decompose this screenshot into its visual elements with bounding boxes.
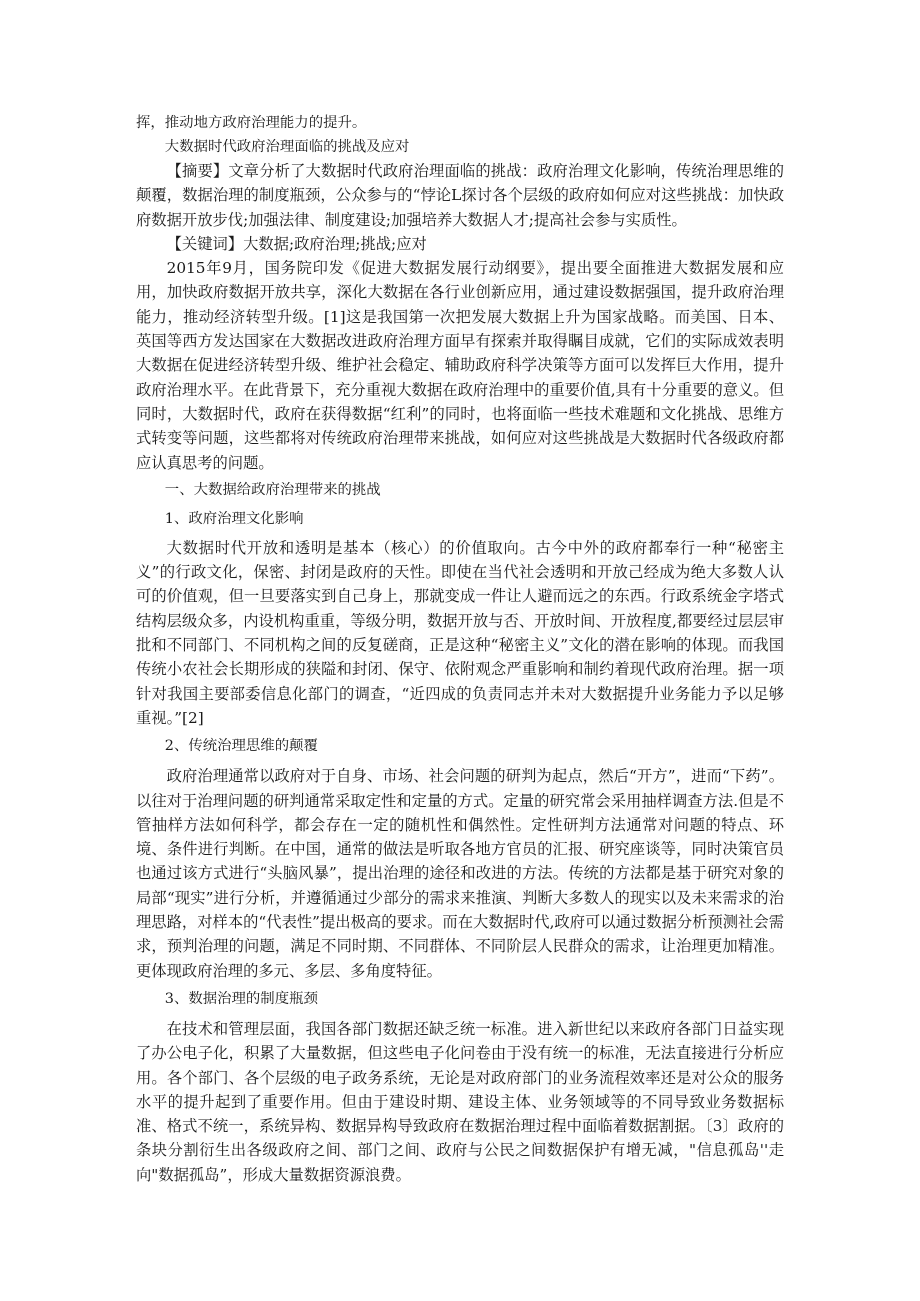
section-heading-1: 一、大数据给政府治理带来的挑战: [164, 481, 381, 498]
subsection-heading-1: 1、政府治理文化影响: [164, 510, 304, 527]
keywords: 【关键词】大数据;政府治理;挑战;应对: [166, 234, 427, 253]
subsection-heading-2: 2、传统治理思维的颠覆: [164, 738, 318, 755]
continuation-line: 挥，推动地方政府治理能力的提升。: [136, 115, 367, 131]
subsection-heading-3: 3、数据治理的制度瓶颈: [164, 990, 318, 1007]
intro-paragraph: 2015年9月，国务院印发《促进大数据发展行动纲要》，提出要全面推进大数据发展和应用，加快政府数据开放共享，深化大数据在各行业创新应用，通过建设数据强国，提升政府治理能力，推动经济转型升级。[1]这是我国第一次把发展大数据上升为国家战略。而美国、日本、英国等西方发达国家在大数据改进政府治理方面早有探索并取得瞩目成就，它们的实际成效表明大数据在促进经济转型升级、维护社会稳定、辅助政府科学决策等方面可以发挥巨大作用，提升政府治理水平。在此背景下，充分重视大数据在政府治理中的重要价值,具有十分重要的意义。但同时，大数据时代，政府在获得数据“红利”的同时，也将面临一些技术难题和文化挑战、思维方式转变等问题，这些都将对传统政府治理带来挑战，如何应对这些挑战是大数据时代各级政府都应认真思考的问题。: [136, 259, 784, 472]
paragraph-1: 大数据时代开放和透明是基本（核心）的价值取向。古今中外的政府都奉行一种“秘密主义”的行政文化，保密、封闭是政府的天性。即使在当代社会透明和开放己经成为绝大多数人认可的价值观，但一旦要落实到自己身上，那就变成一件让人避而远之的东西。行政系统金字塔式结构层级众多，内设机构重重，等级分明，数据开放与否、开放时间、开放程度,都要经过层层审批和不同部门、不同机构之间的反复磋商，正是这种“秘密主义”文化的潜在影响的体现。而我国传统小农社会长期形成的狭隘和封闭、保守、依附观念严重影响和制约着现代政府治理。据一项针对我国主要部委信息化部门的调查，“近四成的负责同志并未对大数据提升业务能力予以足够重视。”[2]: [136, 538, 784, 727]
article-title: 大数据时代政府治理面临的挑战及应对: [164, 139, 410, 155]
paragraph-2: 政府治理通常以政府对于自身、市场、社会问题的研判为起点，然后“开方”，进而“下药”。以往对于治理问题的研判通常采取定性和定量的方式。定量的研究常会采用抽样调查方法.但是不管抽样方法如何科学，都会存在一定的随机性和偶然性。定性研判方法通常对问题的特点、环境、条件进行判断。在中国，通常的做法是听取各地方官员的汇报、研究座谈等，同时决策官员也通过该方式进行“头脑风暴”，提出治理的途径和改进的方法。传统的方法都是基于研究对象的局部“现实”进行分析，并遵循通过少部分的需求来推演、判断大多数人的现实以及未来需求的治理思路，对样本的“代表性”提出极高的要求。而在大数据时代,政府可以通过数据分析预测社会需求，预判治理的问题，满足不同时期、不同群体、不同阶层人民群众的需求，让治理更加精准。更体现政府治理的多元、多层、多角度特征。: [136, 767, 784, 980]
abstract: 【摘要】文章分析了大数据时代政府治理面临的挑战：政府治理文化影响，传统治理思维的颠覆，数据治理的制度瓶颈，公众参与的“悖论L探讨各个层级的政府如何应对这些挑战：加快政府数据开放步伐;加强法律、制度建设;加强培养大数据人才;提高社会参与实质性。: [136, 162, 784, 229]
document-body: [136, 111, 784, 1187]
paragraph-3: 在技术和管理层面，我国各部门数据还缺乏统一标准。进入新世纪以来政府各部门日益实现了办公电子化，积累了大量数据，但这些电子化问卷由于没有统一的标准，无法直接进行分析应用。各个部门、各个层级的电子政务系统，无论是对政府部门的业务流程效率还是对公众的服务水平的提升起到了重要作用。但由于建设时期、建设主体、业务领域等的不同导致业务数据标准、格式不统一，系统异构、数据异构导致政府在数据治理过程中面临着数据割据。〔3〕政府的条块分割衍生出各级政府之间、部门之间、政府与公民之间数据保护有增无减，"信息孤岛''走向"数据孤岛”，形成大量数据资源浪费。: [136, 1019, 784, 1184]
